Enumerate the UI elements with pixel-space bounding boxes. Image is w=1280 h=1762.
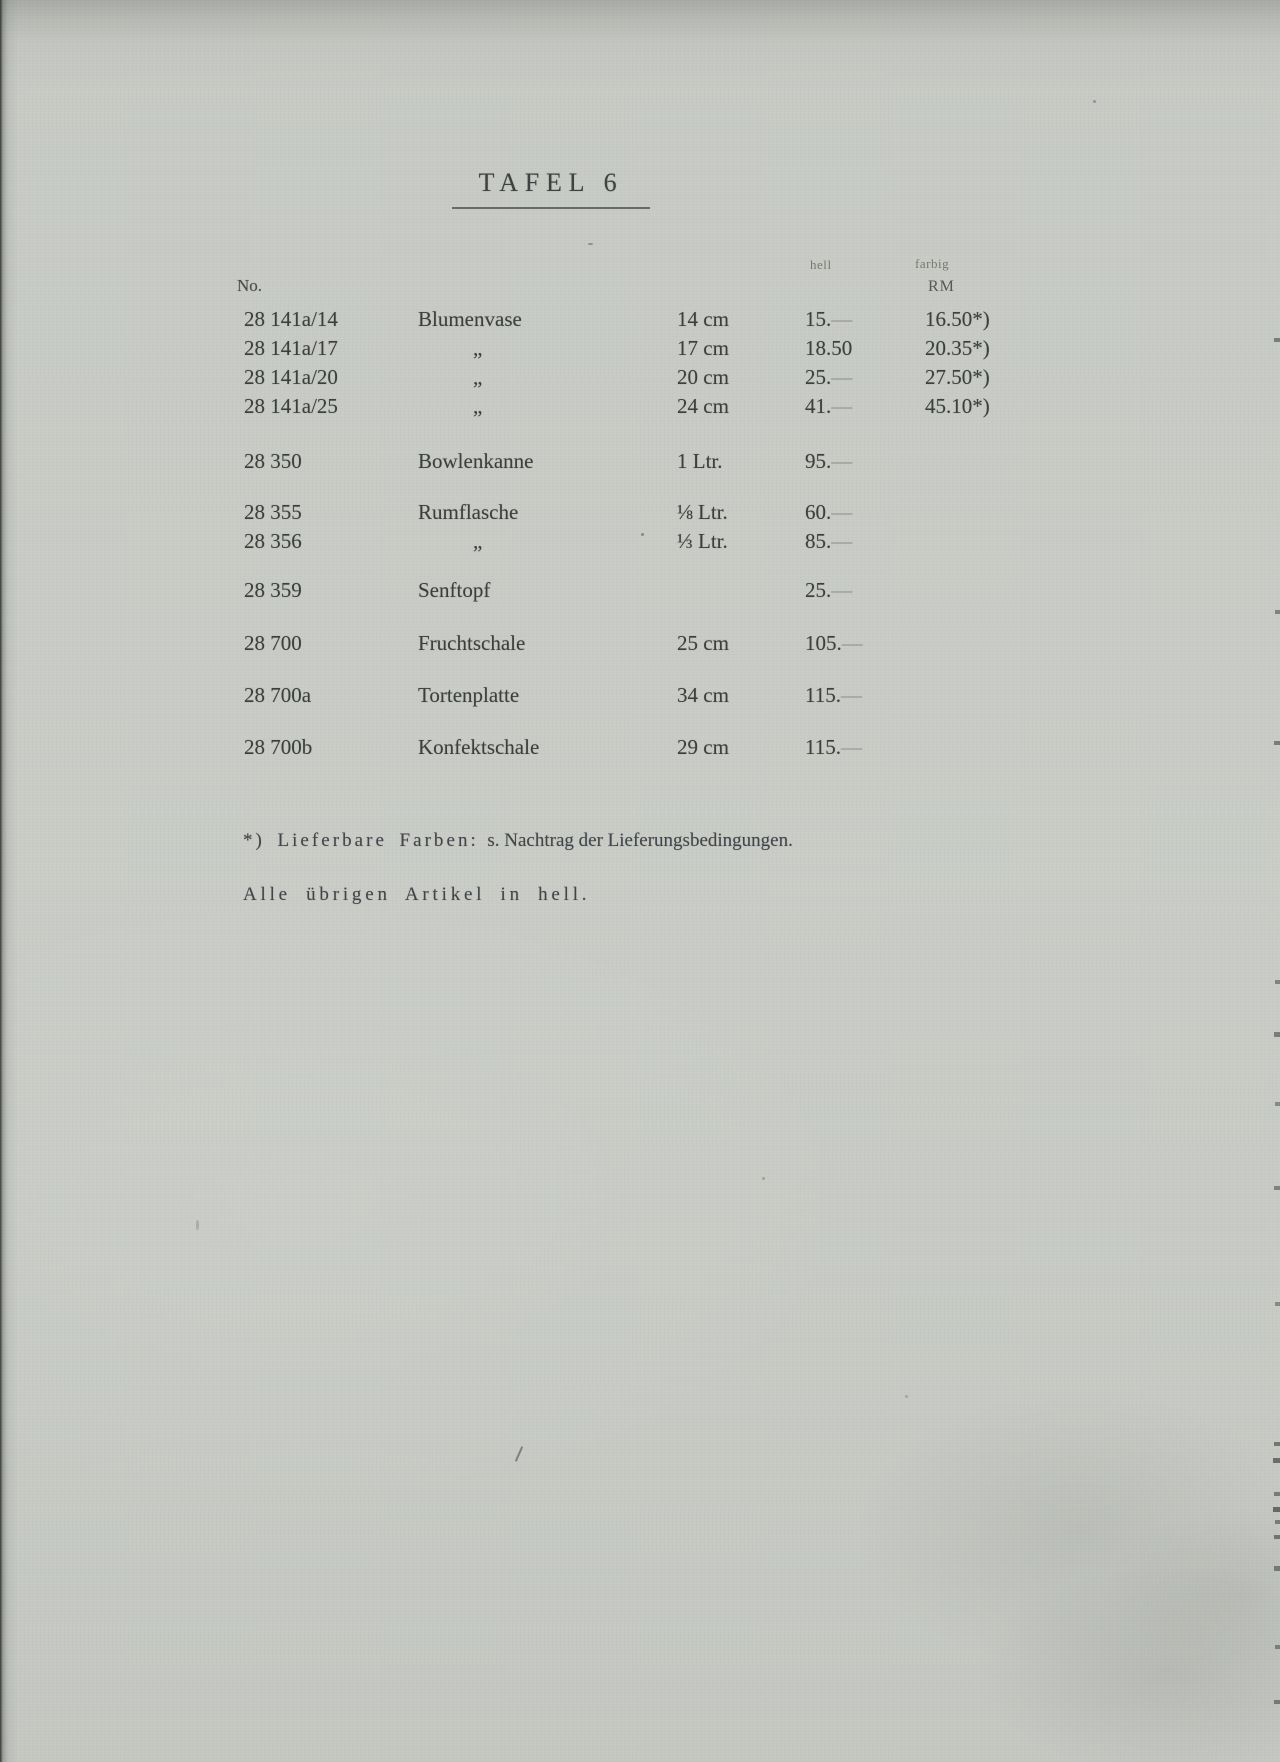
table-row <box>244 498 1280 527</box>
scan-speck <box>588 243 593 245</box>
scan-edge-mark <box>1275 610 1280 614</box>
price-hell: 18.50 <box>805 336 853 360</box>
table-row <box>244 363 1280 392</box>
column-header-currency: RM <box>928 278 955 295</box>
price-farbig <box>925 498 1280 527</box>
footnote-colors-rest: s. Nachtrag der Lieferungsbedingungen. <box>487 830 793 851</box>
article-size: 17 cm <box>677 336 729 360</box>
table-row <box>244 576 1280 605</box>
price-hell: 105.— <box>805 631 863 655</box>
scan-edge-mark <box>1275 1645 1280 1649</box>
footnote-colors-spaced: *) Lieferbare Farben: <box>243 830 479 851</box>
price-farbig <box>925 527 1280 556</box>
scan-edge-mark <box>1275 980 1280 984</box>
article-number: 28 350 <box>244 449 302 473</box>
article-name: Fruchtschale <box>418 631 526 655</box>
price-hell: 60.— <box>805 500 853 524</box>
price-hell: 25.— <box>805 578 853 602</box>
article-name: Senftopf <box>418 578 491 602</box>
article-number: 28 355 <box>244 500 302 524</box>
table-row <box>244 392 1280 421</box>
article-name: „ <box>473 336 483 360</box>
article-number: 28 141a/17 <box>244 336 338 360</box>
scan-edge-mark <box>1274 1535 1280 1539</box>
table-row <box>244 447 1280 476</box>
footnote-other-articles: Alle übrigen Artikel in hell. <box>243 884 591 905</box>
article-size: 25 cm <box>677 631 729 655</box>
article-size: 29 cm <box>677 735 729 759</box>
table-row <box>244 733 1280 762</box>
scan-edge-mark <box>1273 1507 1280 1512</box>
article-name: „ <box>473 529 483 553</box>
scan-edge-mark <box>1274 1700 1280 1704</box>
price-table <box>0 305 1280 762</box>
price-hell: 95.— <box>805 449 853 473</box>
article-number: 28 141a/20 <box>244 365 338 389</box>
article-number: 28 700a <box>244 683 312 707</box>
price-farbig <box>925 733 1280 762</box>
article-name: Blumenvase <box>418 307 522 331</box>
table-row <box>244 527 1280 556</box>
scan-speck <box>1093 100 1096 103</box>
article-size: 24 cm <box>677 394 729 418</box>
table-row <box>244 334 1280 363</box>
scan-edge-mark <box>1275 1302 1280 1306</box>
article-number: 28 700b <box>244 735 313 759</box>
scan-slash-mark <box>515 1446 523 1461</box>
article-number: 28 141a/14 <box>244 307 338 331</box>
price-farbig <box>925 629 1280 658</box>
article-number: 28 700 <box>244 631 302 655</box>
article-name: Bowlenkanne <box>418 449 534 473</box>
scan-speck <box>196 1220 199 1230</box>
scan-edge-mark <box>1274 741 1280 745</box>
price-farbig: 45.10*) <box>925 394 990 418</box>
scan-edge-mark <box>1274 1442 1280 1446</box>
price-hell: 115.— <box>805 735 862 759</box>
price-farbig <box>925 681 1280 710</box>
article-number: 28 141a/25 <box>244 394 338 418</box>
scan-edge-mark <box>1275 1102 1280 1106</box>
article-name: „ <box>473 365 483 389</box>
article-size: 20 cm <box>677 365 729 389</box>
scan-edge-mark <box>1274 338 1280 342</box>
price-farbig: 16.50*) <box>925 307 990 331</box>
scan-speck <box>762 1177 765 1180</box>
scan-edge-mark <box>1274 1186 1280 1190</box>
price-hell: 41.— <box>805 394 853 418</box>
article-size <box>677 576 805 605</box>
column-header-hell: hell <box>810 257 832 272</box>
table-row <box>244 629 1280 658</box>
price-hell: 15.— <box>805 307 853 331</box>
column-header-farbig: farbig <box>915 256 950 271</box>
article-name: „ <box>473 394 483 418</box>
price-hell: 115.— <box>805 683 862 707</box>
price-farbig <box>925 447 1280 476</box>
article-name: Rumflasche <box>418 500 519 524</box>
article-size: 14 cm <box>677 307 729 331</box>
article-size: 34 cm <box>677 683 729 707</box>
price-hell: 25.— <box>805 365 853 389</box>
article-size: ⅓ Ltr. <box>677 529 728 553</box>
article-size: 1 Ltr. <box>677 449 723 473</box>
article-number: 28 359 <box>244 578 302 602</box>
article-number: 28 356 <box>244 529 302 553</box>
article-size: ⅛ Ltr. <box>677 500 728 524</box>
scan-edge-mark <box>1273 1458 1280 1463</box>
price-farbig: 20.35*) <box>925 336 990 360</box>
price-farbig: 27.50*) <box>925 365 990 389</box>
scan-edge-mark <box>1275 1520 1280 1524</box>
page-title: TAFEL 6 <box>452 168 650 209</box>
footnote-colors <box>243 830 793 852</box>
scan-edge-mark <box>1274 1492 1280 1496</box>
scan-speck <box>905 1395 908 1398</box>
article-name: Tortenplatte <box>418 683 520 707</box>
scan-edge-mark <box>1274 1032 1280 1037</box>
scan-speck <box>641 533 644 536</box>
scan-edge-mark <box>1274 1566 1280 1571</box>
article-name: Konfektschale <box>418 735 540 759</box>
price-farbig <box>925 576 1280 605</box>
column-header-no: No. <box>237 276 263 295</box>
table-row <box>244 305 1280 334</box>
table-row <box>244 681 1280 710</box>
price-hell: 85.— <box>805 529 853 553</box>
